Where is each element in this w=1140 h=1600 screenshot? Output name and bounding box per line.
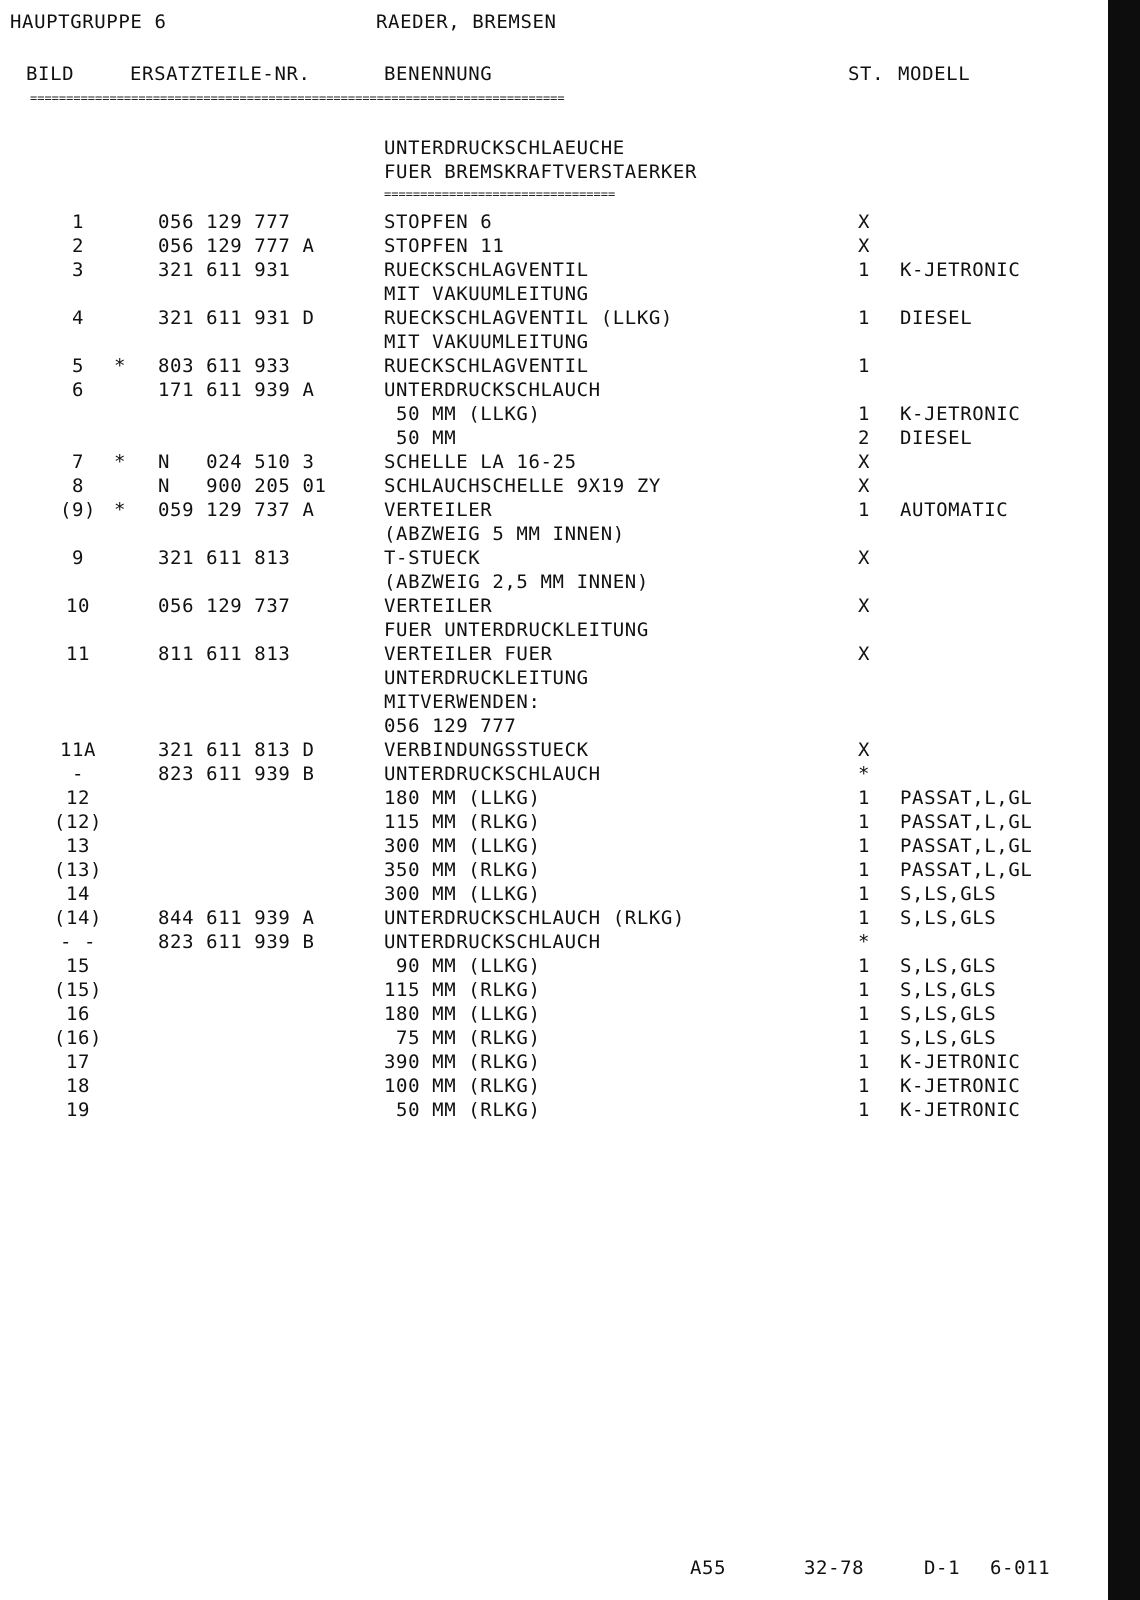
model: K-JETRONIC xyxy=(900,1075,1021,1097)
part-description: 75 MM (RLKG) xyxy=(384,1027,541,1049)
quantity: 1 xyxy=(857,1075,871,1097)
table-row xyxy=(0,474,1100,498)
new-part-marker: * xyxy=(114,499,127,521)
part-number: 823 611 939 B xyxy=(158,763,315,785)
bild-number: 11A xyxy=(59,739,97,761)
part-description: RUECKSCHLAGVENTIL xyxy=(384,355,589,377)
quantity: * xyxy=(857,763,871,785)
table-row xyxy=(0,354,1100,378)
table-row xyxy=(0,810,1100,834)
table-row xyxy=(0,210,1100,234)
bild-number: 19 xyxy=(65,1099,91,1121)
footer-code-3: D-1 xyxy=(924,1557,961,1579)
table-row xyxy=(0,522,1100,546)
part-number: 844 611 939 A xyxy=(158,907,315,929)
part-description: MIT VAKUUMLEITUNG xyxy=(384,331,589,353)
table-row xyxy=(0,378,1100,402)
part-description: T-STUECK xyxy=(384,547,481,569)
section-title-line2: FUER BREMSKRAFTVERSTAERKER xyxy=(384,161,698,183)
part-description: 180 MM (LLKG) xyxy=(384,1003,541,1025)
bild-number: (12) xyxy=(53,811,103,833)
part-number: 321 611 813 D xyxy=(158,739,315,761)
table-row xyxy=(0,978,1100,1002)
model: S,LS,GLS xyxy=(900,1027,997,1049)
table-row xyxy=(0,570,1100,594)
part-description: 50 MM (RLKG) xyxy=(384,1099,541,1121)
group-heading: HAUPTGRUPPE 6 xyxy=(10,11,167,33)
column-header-benennung: BENENNUNG xyxy=(384,63,493,85)
table-row xyxy=(0,834,1100,858)
model: K-JETRONIC xyxy=(900,403,1021,425)
part-description: VERTEILER xyxy=(384,499,493,521)
table-row xyxy=(0,234,1100,258)
part-description: 115 MM (RLKG) xyxy=(384,811,541,833)
part-description: RUECKSCHLAGVENTIL (LLKG) xyxy=(384,307,673,329)
part-number: 321 611 813 xyxy=(158,547,291,569)
part-description: (ABZWEIG 5 MM INNEN) xyxy=(384,523,625,545)
model: S,LS,GLS xyxy=(900,1003,997,1025)
part-description: MITVERWENDEN: xyxy=(384,691,541,713)
quantity: 1 xyxy=(857,259,871,281)
table-row xyxy=(0,954,1100,978)
header-separator: ========================================================================== xyxy=(30,92,565,104)
bild-number: 9 xyxy=(71,547,85,569)
quantity: 2 xyxy=(857,427,871,449)
bild-number: 16 xyxy=(65,1003,91,1025)
part-number: 056 129 777 xyxy=(158,211,291,233)
bild-number: 2 xyxy=(71,235,85,257)
part-description: VERTEILER xyxy=(384,595,493,617)
bild-number: (15) xyxy=(53,979,103,1001)
bild-number: 13 xyxy=(65,835,91,857)
table-row xyxy=(0,714,1100,738)
part-description: VERTEILER FUER xyxy=(384,643,553,665)
part-description: UNTERDRUCKSCHLAUCH xyxy=(384,931,601,953)
page-title: RAEDER, BREMSEN xyxy=(376,11,557,33)
table-row xyxy=(0,594,1100,618)
table-row xyxy=(0,426,1100,450)
table-row xyxy=(0,738,1100,762)
part-description: 390 MM (RLKG) xyxy=(384,1051,541,1073)
quantity: X xyxy=(857,211,871,233)
model: S,LS,GLS xyxy=(900,907,997,929)
footer-code-1: A55 xyxy=(690,1557,727,1579)
quantity: X xyxy=(857,547,871,569)
model: PASSAT,L,GL xyxy=(900,787,1033,809)
part-number: 056 129 777 A xyxy=(158,235,315,257)
table-row xyxy=(0,282,1100,306)
table-row xyxy=(0,930,1100,954)
part-description: 100 MM (RLKG) xyxy=(384,1075,541,1097)
quantity: 1 xyxy=(857,955,871,977)
table-row xyxy=(0,690,1100,714)
column-header-st: ST. xyxy=(848,63,885,85)
scan-edge-bar xyxy=(1108,0,1140,1600)
part-number: 056 129 737 xyxy=(158,595,291,617)
bild-number: 15 xyxy=(65,955,91,977)
bild-number: 7 xyxy=(71,451,85,473)
table-row xyxy=(0,402,1100,426)
model: PASSAT,L,GL xyxy=(900,835,1033,857)
bild-number: 8 xyxy=(71,475,85,497)
part-description: 90 MM (LLKG) xyxy=(384,955,541,977)
model: PASSAT,L,GL xyxy=(900,859,1033,881)
quantity: 1 xyxy=(857,403,871,425)
quantity: X xyxy=(857,475,871,497)
table-row xyxy=(0,1074,1100,1098)
quantity: 1 xyxy=(857,883,871,905)
bild-number: 6 xyxy=(71,379,85,401)
section-underline: ================================ xyxy=(384,188,616,200)
model: DIESEL xyxy=(900,307,973,329)
bild-number: (13) xyxy=(53,859,103,881)
part-description: STOPFEN 11 xyxy=(384,235,505,257)
quantity: X xyxy=(857,451,871,473)
table-row xyxy=(0,450,1100,474)
quantity: 1 xyxy=(857,787,871,809)
part-description: STOPFEN 6 xyxy=(384,211,493,233)
bild-number: (9) xyxy=(59,499,97,521)
table-row xyxy=(0,1050,1100,1074)
quantity: X xyxy=(857,739,871,761)
table-row xyxy=(0,666,1100,690)
quantity: 1 xyxy=(857,979,871,1001)
part-description: 300 MM (LLKG) xyxy=(384,835,541,857)
part-number: 321 611 931 xyxy=(158,259,291,281)
footer-code-2: 32-78 xyxy=(804,1557,865,1579)
bild-number: - xyxy=(71,763,85,785)
part-description: 300 MM (LLKG) xyxy=(384,883,541,905)
quantity: 1 xyxy=(857,811,871,833)
table-row xyxy=(0,882,1100,906)
table-row xyxy=(0,786,1100,810)
part-description: RUECKSCHLAGVENTIL xyxy=(384,259,589,281)
table-row xyxy=(0,762,1100,786)
bild-number: 11 xyxy=(65,643,91,665)
quantity: 1 xyxy=(857,499,871,521)
bild-number: - - xyxy=(59,931,97,953)
table-row xyxy=(0,330,1100,354)
part-description: UNTERDRUCKLEITUNG xyxy=(384,667,589,689)
part-number: 321 611 931 D xyxy=(158,307,315,329)
quantity: * xyxy=(857,931,871,953)
quantity: 1 xyxy=(857,355,871,377)
quantity: 1 xyxy=(857,835,871,857)
table-row xyxy=(0,906,1100,930)
bild-number: 4 xyxy=(71,307,85,329)
model: K-JETRONIC xyxy=(900,1099,1021,1121)
new-part-marker: * xyxy=(114,355,127,377)
part-description: UNTERDRUCKSCHLAUCH xyxy=(384,763,601,785)
part-description: VERBINDUNGSSTUECK xyxy=(384,739,589,761)
quantity: 1 xyxy=(857,907,871,929)
quantity: X xyxy=(857,643,871,665)
quantity: 1 xyxy=(857,307,871,329)
model: S,LS,GLS xyxy=(900,979,997,1001)
part-description: 180 MM (LLKG) xyxy=(384,787,541,809)
table-row xyxy=(0,1098,1100,1122)
table-row xyxy=(0,858,1100,882)
part-number: 171 611 939 A xyxy=(158,379,315,401)
bild-number: 1 xyxy=(71,211,85,233)
part-number: N 024 510 3 xyxy=(158,451,315,473)
model: S,LS,GLS xyxy=(900,955,997,977)
bild-number: 18 xyxy=(65,1075,91,1097)
table-row xyxy=(0,1026,1100,1050)
table-row xyxy=(0,306,1100,330)
part-description: SCHELLE LA 16-25 xyxy=(384,451,577,473)
table-row xyxy=(0,258,1100,282)
bild-number: 12 xyxy=(65,787,91,809)
model: AUTOMATIC xyxy=(900,499,1009,521)
column-header-modell: MODELL xyxy=(898,63,971,85)
model: K-JETRONIC xyxy=(900,1051,1021,1073)
bild-number: 14 xyxy=(65,883,91,905)
quantity: 1 xyxy=(857,1099,871,1121)
part-description: (ABZWEIG 2,5 MM INNEN) xyxy=(384,571,649,593)
new-part-marker: * xyxy=(114,451,127,473)
bild-number: 17 xyxy=(65,1051,91,1073)
part-number: 823 611 939 B xyxy=(158,931,315,953)
part-description: 50 MM (LLKG) xyxy=(384,403,541,425)
part-description: MIT VAKUUMLEITUNG xyxy=(384,283,589,305)
quantity: 1 xyxy=(857,1027,871,1049)
part-description: 115 MM (RLKG) xyxy=(384,979,541,1001)
bild-number: (14) xyxy=(53,907,103,929)
quantity: X xyxy=(857,595,871,617)
part-number: 059 129 737 A xyxy=(158,499,315,521)
model: K-JETRONIC xyxy=(900,259,1021,281)
bild-number: (16) xyxy=(53,1027,103,1049)
part-description: UNTERDRUCKSCHLAUCH (RLKG) xyxy=(384,907,685,929)
part-description: 50 MM xyxy=(384,427,457,449)
section-title-line1: UNTERDRUCKSCHLAEUCHE xyxy=(384,137,625,159)
quantity: 1 xyxy=(857,1003,871,1025)
table-row xyxy=(0,642,1100,666)
footer-code-4: 6-011 xyxy=(990,1557,1051,1579)
bild-number: 10 xyxy=(65,595,91,617)
part-number: N 900 205 01 xyxy=(158,475,327,497)
part-number: 803 611 933 xyxy=(158,355,291,377)
model: PASSAT,L,GL xyxy=(900,811,1033,833)
table-row xyxy=(0,546,1100,570)
quantity: 1 xyxy=(857,1051,871,1073)
bild-number: 3 xyxy=(71,259,85,281)
part-description: FUER UNTERDRUCKLEITUNG xyxy=(384,619,649,641)
quantity: X xyxy=(857,235,871,257)
part-description: 350 MM (RLKG) xyxy=(384,859,541,881)
quantity: 1 xyxy=(857,859,871,881)
part-description: UNTERDRUCKSCHLAUCH xyxy=(384,379,601,401)
column-header-part-number: ERSATZTEILE-NR. xyxy=(130,63,311,85)
column-header-bild: BILD xyxy=(26,63,75,85)
part-description: SCHLAUCHSCHELLE 9X19 ZY xyxy=(384,475,661,497)
part-number: 811 611 813 xyxy=(158,643,291,665)
model: DIESEL xyxy=(900,427,973,449)
model: S,LS,GLS xyxy=(900,883,997,905)
part-description: 056 129 777 xyxy=(384,715,517,737)
table-row xyxy=(0,1002,1100,1026)
bild-number: 5 xyxy=(71,355,85,377)
table-row xyxy=(0,618,1100,642)
table-row xyxy=(0,498,1100,522)
